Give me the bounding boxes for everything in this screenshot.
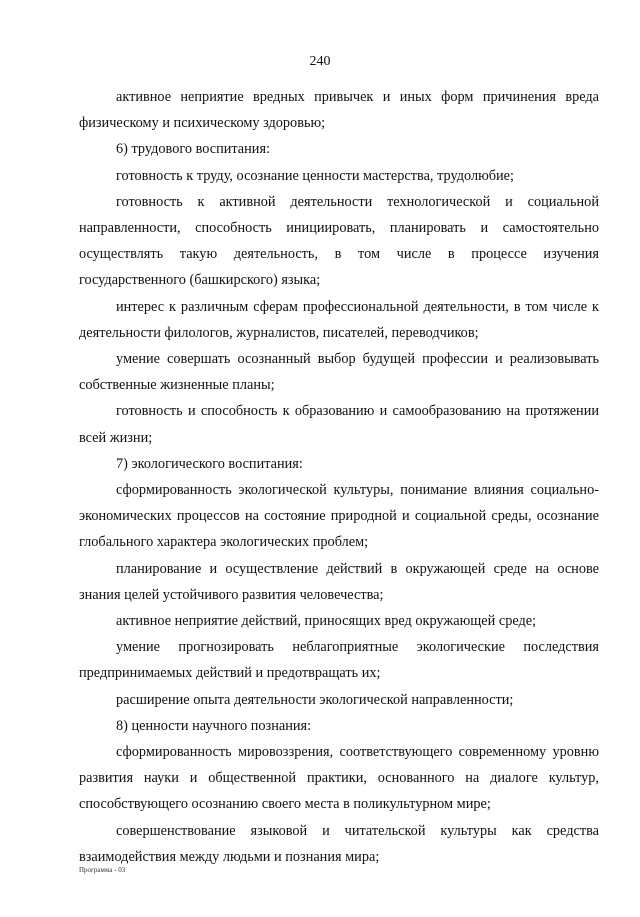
paragraph: сформированность экологической культуры, понимание влияния социально-экономических процессов на состояние природной и социальной среды, осознание глобального характера экологических проблем; [79, 482, 599, 551]
section-heading: 8) ценности научного познания: [116, 717, 312, 734]
paragraph: активное неприятие действий, приносящих вред окружающей среде; [116, 613, 537, 630]
paragraph: умение совершать осознанный выбор будущей профессии и реализовывать собственные жизненные планы; [79, 351, 599, 394]
paragraph: умение прогнозировать неблагоприятные экологические последствия предпринимаемых действий и предотвращать их; [79, 639, 599, 682]
section-heading: 6) трудового воспитания: [116, 141, 270, 158]
paragraph: готовность к активной деятельности технологической и социальной направленности, способность инициировать, планировать и самостоятельно осуществлять такую деятельность, в том числе в процессе изучения государственного (башкирского) языка; [79, 193, 599, 289]
footer-note: Программа - 03 [79, 866, 126, 874]
paragraph: сформированность мировоззрения, соответствующего современному уровню развития науки и общественной практики, основанного на диалоге культур, способствующего осознанию своего места в поликультурном мире; [79, 744, 599, 813]
page-number: 240 [309, 54, 331, 69]
paragraph: расширение опыта деятельности экологической направленности; [116, 691, 514, 708]
document-body [79, 84, 599, 870]
paragraph: готовность и способность к образованию и самообразованию на протяжении всей жизни; [79, 403, 599, 446]
paragraph: планирование и осуществление действий в окружающей среде на основе знания целей устойчивого развития человечества; [79, 560, 599, 603]
section-heading: 7) экологического воспитания: [116, 455, 303, 472]
paragraph: интерес к различным сферам профессиональной деятельности, в том числе к деятельности филологов, журналистов, писателей, переводчиков; [79, 298, 599, 341]
paragraph: готовность к труду, осознание ценности мастерства, трудолюбие; [116, 167, 515, 184]
paragraph: активное неприятие вредных привычек и иных форм причинения вреда физическому и психическому здоровью; [79, 89, 599, 132]
paragraph: совершенствование языковой и читательской культуры как средства взаимодействия между людьми и познания мира; [79, 822, 599, 865]
